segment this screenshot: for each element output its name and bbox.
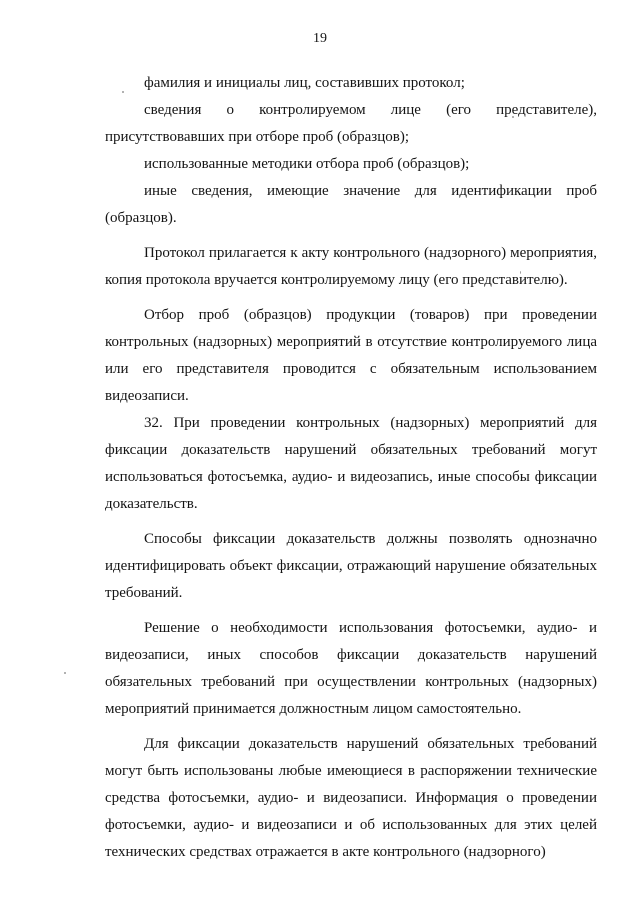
paragraph-other-information: иные сведения, имеющие значение для идентификации проб (образцов). bbox=[105, 183, 597, 226]
page-number: 19 bbox=[313, 31, 327, 46]
paragraph-fixation-decision: Решение о необходимости использования фотосъемки, аудио- и видеозаписи, иных способов фиксации доказательств нарушений обязательных требований при осуществлении контрольных (надзорных) мероприятий принимается должностным лицом самостоятельно. bbox=[105, 620, 597, 717]
document-body bbox=[105, 70, 597, 866]
paragraph-compilers-names: фамилия и инициалы лиц, составивших протокол; bbox=[144, 75, 465, 91]
paragraph-technical-means: Для фиксации доказательств нарушений обязательных требований могут быть использованы любые имеющиеся в распоряжении технические средства фотосъемки, аудио- и видеозаписи. Информация о проведении фотосъемки, аудио- и видеозаписи и об использованных для этих целей технических средствах отражается в акте контрольного (надзорного) bbox=[105, 736, 597, 860]
paragraph-clause-32: 32. При проведении контрольных (надзорных) мероприятий для фиксации доказательств нарушений обязательных требований могут использоваться фотосъемка, аудио- и видеозапись, иные способы фиксации доказательств. bbox=[105, 415, 597, 512]
paragraph-sampling-methods: использованные методики отбора проб (образцов); bbox=[144, 156, 470, 172]
scan-speck bbox=[64, 672, 66, 674]
paragraph-protocol-attachment: Протокол прилагается к акту контрольного (надзорного) мероприятия, копия протокола вручается контролируемому лицу (его представителю). bbox=[105, 245, 597, 288]
paragraph-sampling-without-person: Отбор проб (образцов) продукции (товаров) при проведении контрольных (надзорных) мероприятий в отсутствие контролируемого лица или его представителя проводится с обязательным использованием видеозаписи. bbox=[105, 307, 597, 404]
paragraph-controlled-person-info: сведения о контролируемом лице (его представителе), присутствовавших при отборе проб (образцов); bbox=[105, 102, 597, 145]
paragraph-fixation-methods: Способы фиксации доказательств должны позволять однозначно идентифицировать объект фиксации, отражающий нарушение обязательных требований. bbox=[105, 531, 597, 601]
